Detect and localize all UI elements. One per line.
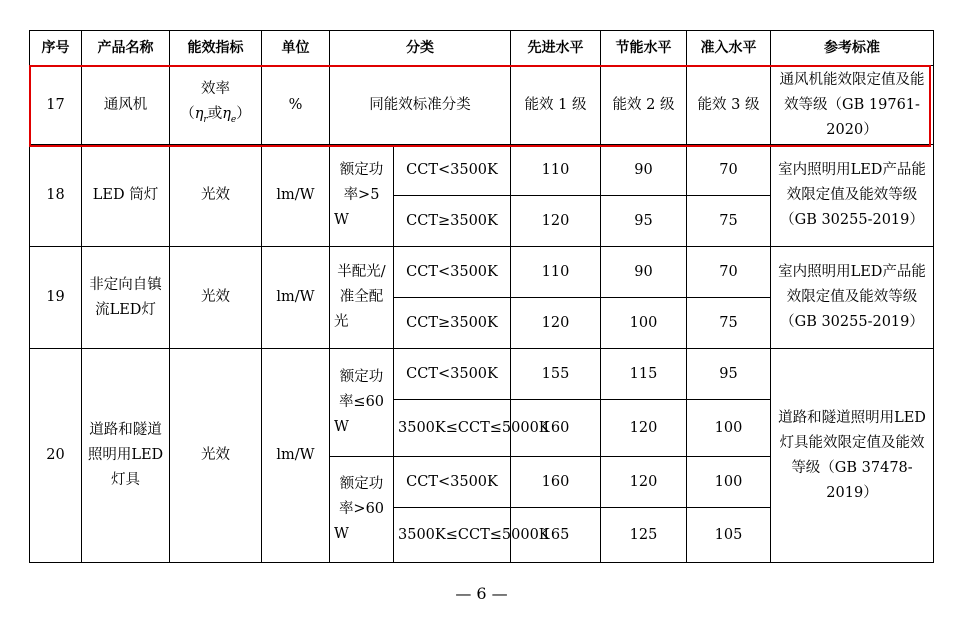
header-name: 产品名称: [82, 31, 170, 66]
power-class: 额定功率>5 W: [330, 145, 394, 247]
row-number: 17: [30, 66, 82, 145]
saving-level: 125: [601, 508, 687, 563]
entry-level: 75: [687, 196, 771, 247]
saving-level: 90: [601, 247, 687, 298]
unit: lm/W: [262, 349, 330, 563]
header-category: 分类: [330, 31, 511, 66]
entry-level: 70: [687, 145, 771, 196]
saving-level: 115: [601, 349, 687, 400]
header-no: 序号: [30, 31, 82, 66]
category: 同能效标准分类: [330, 66, 511, 145]
table-row: [30, 247, 934, 298]
table-row: [30, 145, 934, 196]
advanced-level: 120: [511, 196, 601, 247]
cct-range: CCT<3500K: [394, 145, 511, 196]
product-name: 通风机: [82, 66, 170, 145]
unit: lm/W: [262, 145, 330, 247]
saving-level: 100: [601, 298, 687, 349]
header-advanced: 先进水平: [511, 31, 601, 66]
row-number: 19: [30, 247, 82, 349]
advanced-level: 165: [511, 508, 601, 563]
saving-level: 120: [601, 457, 687, 508]
page-number: — 6 —: [455, 584, 508, 603]
header-entry: 准入水平: [687, 31, 771, 66]
advanced-level: 能效 1 级: [511, 66, 601, 145]
spec-table: [29, 30, 934, 563]
entry-level: 105: [687, 508, 771, 563]
entry-level: 能效 3 级: [687, 66, 771, 145]
power-class: 半配光/准全配光: [330, 247, 394, 349]
header-indicator: 能效指标: [170, 31, 262, 66]
saving-level: 能效 2 级: [601, 66, 687, 145]
entry-level: 100: [687, 400, 771, 457]
entry-level: 75: [687, 298, 771, 349]
cct-range: CCT≥3500K: [394, 196, 511, 247]
saving-level: 90: [601, 145, 687, 196]
efficiency-indicator: [170, 66, 262, 145]
advanced-level: 120: [511, 298, 601, 349]
row-number: 20: [30, 349, 82, 563]
cct-range: 3500K≤CCT≤5000K: [394, 400, 511, 457]
unit: %: [262, 66, 330, 145]
header-row: [30, 31, 934, 66]
reference-standard: 室内照明用LED产品能效限定值及能效等级（GB 30255-2019）: [771, 247, 934, 349]
product-name: 道路和隧道照明用LED灯具: [82, 349, 170, 563]
efficiency-indicator: 光效: [170, 247, 262, 349]
saving-level: 120: [601, 400, 687, 457]
reference-standard: 室内照明用LED产品能效限定值及能效等级（GB 30255-2019）: [771, 145, 934, 247]
efficiency-indicator: 光效: [170, 145, 262, 247]
entry-level: 70: [687, 247, 771, 298]
row-number: 18: [30, 145, 82, 247]
unit: lm/W: [262, 247, 330, 349]
table-row: [30, 349, 934, 400]
header-standard: 参考标准: [771, 31, 934, 66]
indicator-line1: 效率: [201, 81, 230, 98]
subscript-e: e: [230, 114, 237, 125]
or-text: 或: [207, 106, 223, 123]
paren-open: （: [180, 106, 195, 123]
subscript-r: r: [203, 114, 208, 125]
efficiency-indicator: 光效: [170, 349, 262, 563]
header-saving: 节能水平: [601, 31, 687, 66]
product-name: 非定向自镇流LED灯: [82, 247, 170, 349]
cct-range: CCT≥3500K: [394, 298, 511, 349]
entry-level: 100: [687, 457, 771, 508]
product-name: LED 筒灯: [82, 145, 170, 247]
entry-level: 95: [687, 349, 771, 400]
table-row: [30, 66, 934, 145]
cct-range: 3500K≤CCT≤5000K: [394, 508, 511, 563]
advanced-level: 110: [511, 247, 601, 298]
reference-standard: 道路和隧道照明用LED灯具能效限定值及能效等级（GB 37478-2019）: [771, 349, 934, 563]
advanced-level: 155: [511, 349, 601, 400]
advanced-level: 110: [511, 145, 601, 196]
advanced-level: 160: [511, 457, 601, 508]
header-unit: 单位: [262, 31, 330, 66]
saving-level: 95: [601, 196, 687, 247]
reference-standard: 通风机能效限定值及能效等级（GB 19761-2020）: [771, 66, 934, 145]
power-class: 额定功率>60 W: [330, 457, 394, 563]
power-class: 额定功率≤60 W: [330, 349, 394, 457]
cct-range: CCT<3500K: [394, 457, 511, 508]
eta-symbol: η: [222, 106, 231, 123]
advanced-level: 160: [511, 400, 601, 457]
indicator-line2: [174, 102, 257, 133]
cct-range: CCT<3500K: [394, 349, 511, 400]
paren-close: ）: [236, 106, 251, 123]
eta-symbol: η: [194, 106, 204, 123]
cct-range: CCT<3500K: [394, 247, 511, 298]
